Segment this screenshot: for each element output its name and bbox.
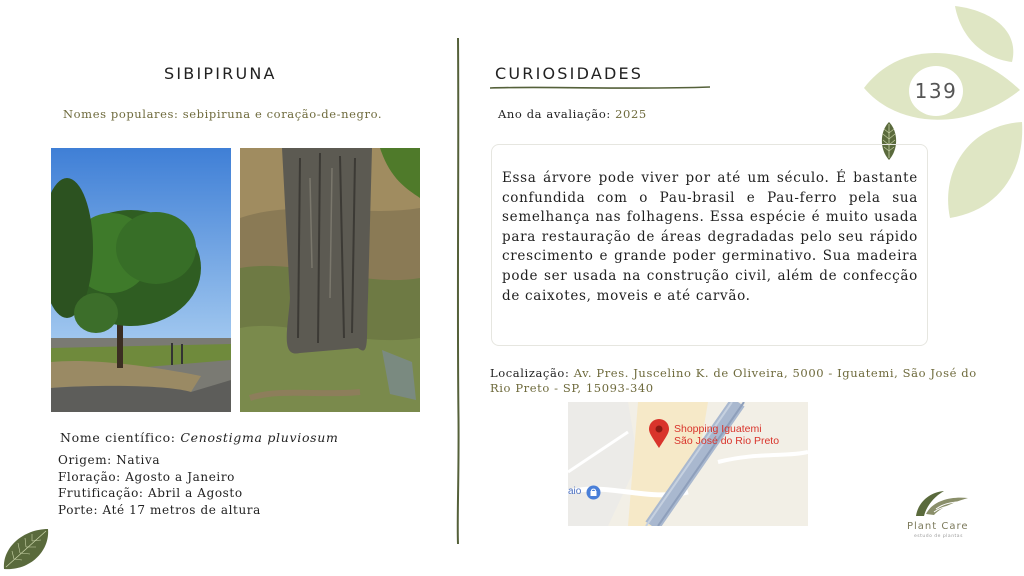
map-pin-label-line2: São José do Rio Preto — [674, 435, 780, 447]
tree-photo — [51, 148, 231, 412]
fruiting: Frutificação: Abril a Agosto — [58, 486, 243, 500]
scientific-name-label: Nome científico: — [60, 430, 181, 445]
species-title: SIBIPIRUNA — [164, 64, 277, 83]
scientific-name-line — [60, 430, 339, 445]
origin: Origem: Nativa — [58, 453, 161, 467]
evaluation-year-value: 2025 — [615, 107, 647, 121]
page-number-badge: 139 — [909, 66, 963, 116]
location-address: Av. Pres. Juscelino K. de Oliveira, 5000 - Iguatemi, São José do Rio Preto - SP, 15093-340 — [490, 366, 977, 395]
location — [490, 366, 980, 396]
popular-names: Nomes populares: sebipiruna e coração-de-negro. — [63, 107, 383, 121]
scientific-name: Cenostigma pluviosum — [180, 430, 339, 445]
flowering: Floração: Agosto a Janeiro — [58, 469, 235, 484]
column-divider — [456, 38, 460, 544]
curiosity-text: Essa árvore pode viver por até um século. É bastante confundida com o Pau-brasil e Pau-ferro pela sua semelhança nas folhagens. Essa espécie é muito usada para restauração de áreas degradadas pelo seu rápido crescimento e grande poder germinativo. Sua madeira pode ser usada na construção civil, além de confecção de caixotes, moveis e até carvão. — [502, 170, 918, 304]
location-label: Localização: — [490, 366, 574, 380]
plant-care-logo-icon — [914, 488, 970, 518]
leaf-decoration-bottom-left — [0, 525, 52, 573]
species-facts — [58, 452, 261, 518]
curiosities-title: CURIOSIDADES — [495, 64, 644, 83]
title-underline — [490, 85, 712, 91]
logo-tagline: estudo de plantas — [914, 534, 963, 539]
map-pin-label-line1: Shopping Iguatemi — [674, 423, 762, 435]
map-edge-label: aio — [568, 486, 582, 497]
logo-name: Plant Care — [907, 521, 969, 532]
evaluation-year-label: Ano da avaliação: — [498, 107, 616, 121]
trunk-photo — [240, 148, 420, 412]
shopping-bag-icon[interactable] — [586, 485, 601, 500]
size: Porte: Até 17 metros de altura — [58, 502, 261, 517]
map-pin-icon[interactable] — [648, 419, 670, 449]
location-map[interactable] — [568, 402, 808, 526]
map-background — [568, 402, 808, 526]
map-pin-label — [674, 423, 779, 447]
evaluation-year — [498, 107, 647, 121]
